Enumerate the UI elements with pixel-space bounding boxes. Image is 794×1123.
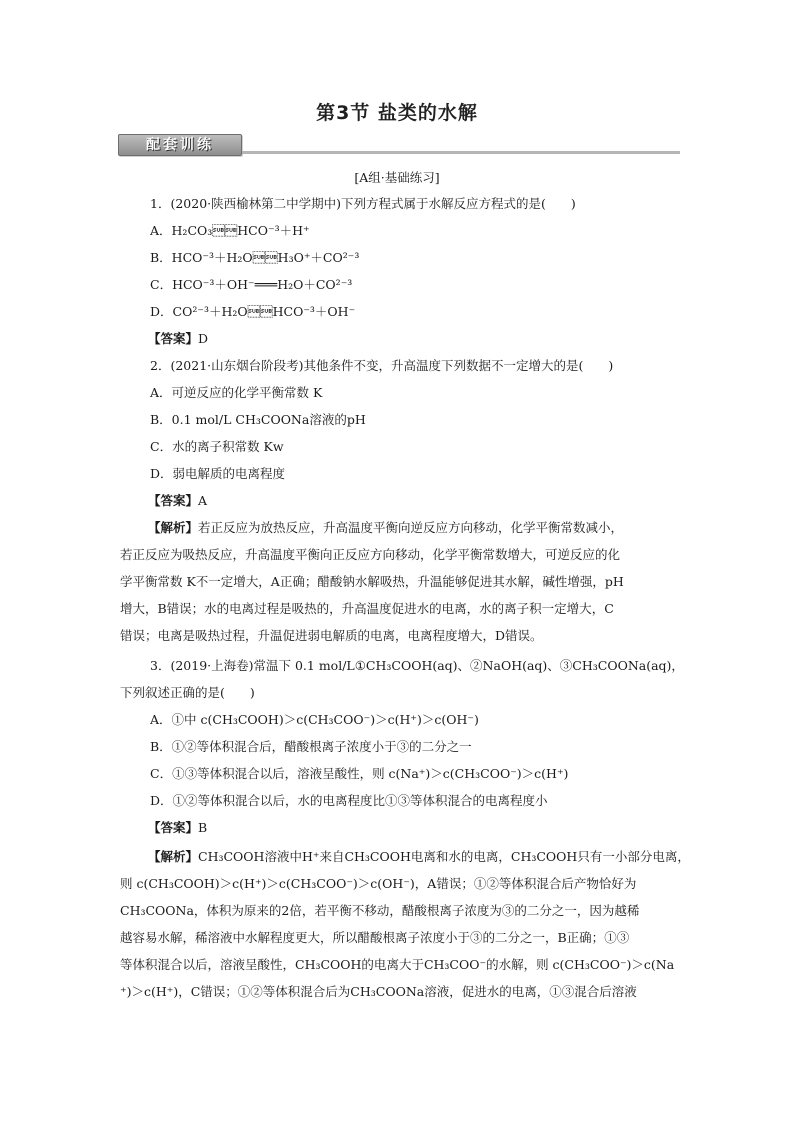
- analysis-text: 若正反应为放热反应，升高温度平衡向逆反应方向移动，化学平衡常数减小，: [198, 520, 624, 535]
- q1-option-a: A．H₂CO₃HCO⁻³＋H⁺: [150, 223, 310, 238]
- answer-value: D: [198, 331, 209, 346]
- q2-stem: 2．(2021·山东烟台阶段考)其他条件不变，升高温度下列数据不一定增大的是( ): [150, 358, 614, 373]
- banner-label: 配套训练: [118, 134, 242, 156]
- q3-analysis-line-4: 越容易水解，稀溶液中水解程度更大，所以醋酸根离子浓度小于③的二分之一，B正确；①③: [120, 930, 630, 945]
- q3-analysis-line-1: [148, 849, 690, 865]
- q2-option-b: B．0.1 mol/L CH₃COONa溶液的pH: [150, 412, 366, 427]
- q1-stem: 1．(2020·陕西榆林第二中学期中)下列方程式属于水解反应方程式的是( ): [150, 196, 576, 211]
- q2-answer: [148, 493, 207, 509]
- q2-option-c: C．水的离子积常数 Kw: [150, 439, 284, 454]
- answer-label: 【答案】: [148, 331, 199, 346]
- q3-option-b: B．①②等体积混合后，醋酸根离子浓度小于③的二分之一: [150, 739, 472, 754]
- q1-option-d: D．CO²⁻³＋H₂OHCO⁻³＋OH⁻: [150, 304, 356, 319]
- q2-analysis-line-4: 增大，B错误；水的电离过程是吸热的，升高温度促进水的电离，水的离子积一定增大，C: [120, 601, 614, 616]
- q2-analysis-line-3: 学平衡常数 K不一定增大，A正确；醋酸钠水解吸热，升温能够促进其水解，碱性增强，pH: [120, 574, 624, 589]
- q3-stem-line-2: 下列叙述正确的是( ): [120, 685, 255, 700]
- answer-label: 【答案】: [148, 493, 199, 508]
- section-heading: [A组·基础练习]: [354, 170, 440, 185]
- analysis-label: 【解析】: [148, 520, 199, 535]
- section-banner: [118, 134, 680, 156]
- q3-analysis-line-6: ⁺)＞c(H⁺)，C错误；①②等体积混合后为CH₃COONa溶液，促进水的电离，①③混合后溶液: [120, 984, 637, 999]
- q1-option-b: B．HCO⁻³＋H₂OH₃O⁺＋CO²⁻³: [150, 250, 360, 265]
- q3-analysis-line-5: 等体积混合以后，溶液呈酸性，CH₃COOH的电离大于CH₃COO⁻的水解，则 c(CH₃COO⁻)＞c(Na: [120, 957, 675, 972]
- q3-analysis-line-2: 则 c(CH₃COOH)＞c(H⁺)＞c(CH₃COO⁻)＞c(OH⁻)，A错误；①②等体积混合后产物恰好为: [120, 876, 637, 891]
- q3-stem-line-1: 3．(2019·上海卷)常温下 0.1 mol/L①CH₃COOH(aq)、②NaOH(aq)、③CH₃COONa(aq)，: [150, 658, 684, 673]
- answer-label: 【答案】: [148, 820, 199, 835]
- page-title: 第3节 盐类的水解: [316, 102, 478, 124]
- answer-value: B: [198, 820, 208, 835]
- analysis-text: CH₃COOH溶液中H⁺来自CH₃COOH电离和水的电离，CH₃COOH只有一小部分电离，: [198, 849, 690, 864]
- q3-answer: [148, 820, 207, 836]
- banner-rule: [242, 151, 680, 154]
- q1-option-c: C．HCO⁻³＋OH⁻═══H₂O＋CO²⁻³: [150, 277, 353, 292]
- q2-option-d: D．弱电解质的电离程度: [150, 466, 286, 481]
- analysis-label: 【解析】: [148, 849, 199, 864]
- q2-analysis-line-2: 若正反应为吸热反应，升高温度平衡向正反应方向移动，化学平衡常数增大，可逆反应的化: [120, 547, 621, 562]
- answer-value: A: [198, 493, 208, 508]
- q3-option-c: C．①③等体积混合以后，溶液呈酸性，则 c(Na⁺)＞c(CH₃COO⁻)＞c(H⁺): [150, 766, 569, 781]
- q2-option-a: A．可逆反应的化学平衡常数 K: [150, 385, 323, 400]
- q2-analysis-line-1: [148, 520, 623, 536]
- q3-option-a: A．①中 c(CH₃COOH)＞c(CH₃COO⁻)＞c(H⁺)＞c(OH⁻): [150, 712, 479, 727]
- q3-option-d: D．①②等体积混合以后，水的电离程度比①③等体积混合的电离程度小: [150, 793, 548, 808]
- q2-analysis-line-5: 错误；电离是吸热过程，升温促进弱电解质的电离，电离程度增大，D错误。: [120, 628, 543, 643]
- q3-analysis-line-3: CH₃COONa，体积为原来的2倍，若平衡不移动，醋酸根离子浓度为③的二分之一，因为越稀: [120, 903, 640, 918]
- q1-answer: [148, 331, 208, 347]
